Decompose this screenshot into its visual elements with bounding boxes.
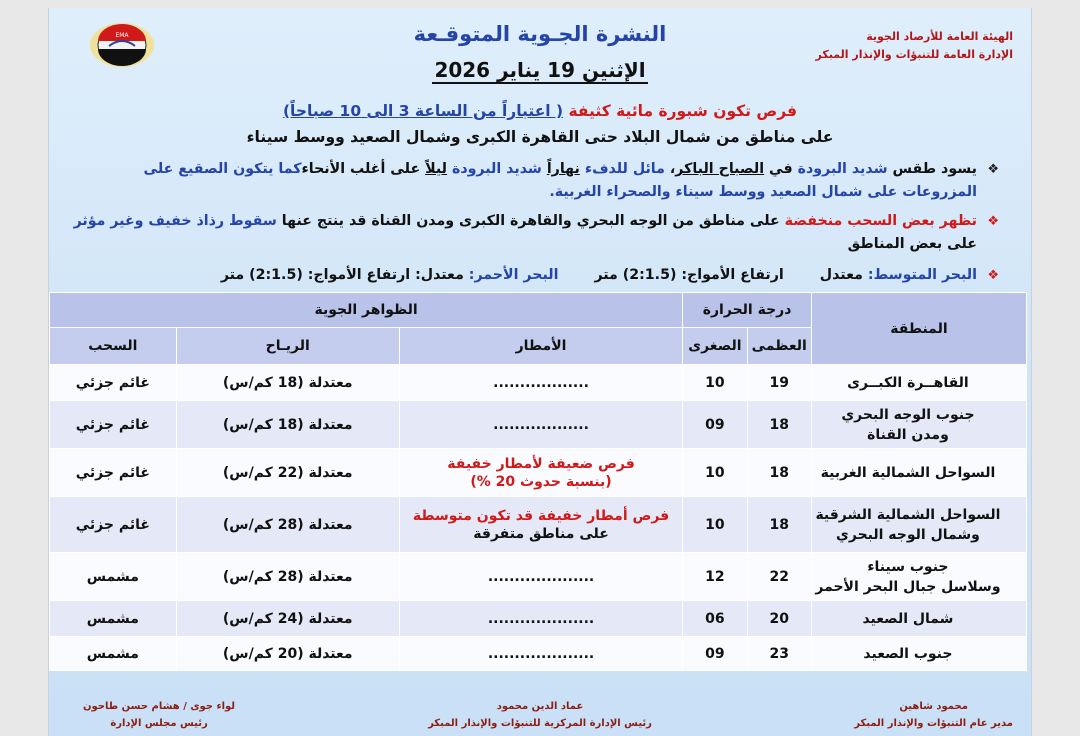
text-span: ، [664,161,676,177]
text-span: شديد البرودة [797,161,888,177]
min-temp-header: الصغرى [683,327,747,364]
wind-header: الريـاح [176,327,399,364]
temperature-header: درجة الحرارة [683,293,812,328]
text-span: الصباح الباكر [675,161,765,177]
cloud-cell: غائم جزئي [50,449,177,497]
max-temp-cell: 19 [747,365,811,401]
med-sea-label: البحر المتوسط: [867,267,977,283]
rain-text: فرص أمطار خفيفة قد تكون متوسطة [412,507,670,524]
bullet-diamond-icon: ❖ [987,268,999,283]
region-cell [811,401,1026,449]
forecast-bullets [65,158,999,288]
wind-cell: معتدلة (18 كم/س) [176,401,399,449]
signature-name: لواء جوى / هشام حسن طاحون [83,701,236,712]
bulletin-title: النشرة الجـوية المتوقـعة [413,22,667,46]
text-span: تظهر بعض السحب منخفضة [784,213,977,229]
min-temp-cell: 12 [683,553,747,601]
region-name: جنوب سيناء [867,558,949,575]
rain-cell [399,497,682,553]
rain-cell [399,365,682,401]
table-row [50,637,1027,671]
bullet-clouds [65,210,999,256]
text-span: شديد البرودة [451,161,542,177]
text-span: يسود طقس [887,161,977,177]
max-temp-cell: 20 [747,601,811,637]
rain-text: .................... [487,645,595,662]
rain-cell [399,637,682,671]
signature-title: مدير عام التنبؤات والإنذار المبكر [854,718,1013,729]
region-name: شمال الصعيد [862,610,954,627]
fog-warning-time: ( اعتباراً من الساعة 3 الى 10 صباحاً) [282,102,564,120]
signature-title: رئيس مجلس الإدارة [110,718,208,729]
table-row [50,449,1027,497]
region-cell [811,497,1026,553]
region-name: القاهــرة الكبــرى [847,374,969,391]
text-span: سقوط رذاذ خفيف وغير مؤثر [73,213,277,229]
date-text: الإثنين 19 يناير 2026 [434,58,646,82]
text-span: مائل للدفء [584,161,665,177]
text-span: كما يتكون الصقيع على المزروعات على شمال الصعيد ووسط سيناء والصحراء الغربية. [143,161,977,200]
table-row [50,365,1027,401]
signature-title: رئيس الإدارة المركزية للتنبؤات والإنذار المبكر [428,718,652,729]
rain-text-line2: على مناطق متفرقة [473,525,609,542]
region-name-line2: وشمال الوجه البحري [836,526,980,543]
cloud-cell: مشمس [50,637,177,671]
wind-cell: معتدلة (28 كم/س) [176,497,399,553]
wind-cell: معتدلة (20 كم/س) [176,637,399,671]
min-temp-cell: 10 [683,449,747,497]
max-temp-cell: 22 [747,553,811,601]
cloud-cell: غائم جزئي [50,365,177,401]
min-temp-cell: 09 [683,401,747,449]
signature-chairman [83,698,235,732]
text-span: ليلاً [425,161,447,177]
region-cell [811,449,1026,497]
wind-cell: معتدلة (22 كم/س) [176,449,399,497]
rain-cell [399,601,682,637]
rain-text-line2: (بنسبة حدوث 20 %) [470,473,612,490]
region-name: جنوب الصعيد [863,645,953,662]
phenomena-header: الظواهر الجوية [50,293,683,328]
min-temp-cell: 10 [683,365,747,401]
region-name: السواحل الشمالية الشرقية [815,506,1001,523]
signature-name: عماد الدين محمود [496,701,584,712]
rain-text: .................... [487,568,595,585]
cloud-header: السحب [50,327,177,364]
rain-cell [399,401,682,449]
region-cell [811,365,1026,401]
forecast-table [49,292,1027,671]
max-temp-cell: 18 [747,401,811,449]
bullet-diamond-icon: ❖ [987,162,999,177]
min-temp-cell: 09 [683,637,747,671]
table-row [50,401,1027,449]
region-name-line2: ومدن القناة [867,426,949,443]
signature-name: محمود شاهين [899,701,968,712]
text-span: نهاراً [546,161,580,177]
cloud-cell: غائم جزئي [50,401,177,449]
region-cell [811,553,1026,601]
logo-text: EMA [115,32,129,39]
bullet-seas [65,264,999,288]
max-temp-header: العظمى [747,327,811,364]
max-temp-cell: 18 [747,449,811,497]
rain-cell [399,553,682,601]
region-header: المنطقة [811,293,1026,365]
region-name-line2: وسلاسل جبال البحر الأحمر [815,578,1001,595]
cloud-cell: مشمس [50,601,177,637]
region-cell [811,601,1026,637]
text-span: على مناطق من الوجه البحري والقاهرة الكبرى ومدن القناة قد ينتج عنها [276,213,785,229]
fog-areas: على مناطق من شمال البلاد حتى القاهرة الكبرى وشمال الصعيد ووسط سيناء [246,128,834,146]
wind-cell: معتدلة (18 كم/س) [176,365,399,401]
rain-cell [399,449,682,497]
rain-text: فرص ضعيفة لأمطار خفيفة [447,455,635,472]
max-temp-cell: 18 [747,497,811,553]
min-temp-cell: 10 [683,497,747,553]
cloud-cell: مشمس [50,553,177,601]
table-row [50,497,1027,553]
med-sea-value: معتدل [819,267,868,283]
org-department: الإدارة العامة للتنبؤات والإنذار المبكر [815,48,1013,61]
text-span: في [764,161,798,177]
max-temp-cell: 23 [747,637,811,671]
bullet-temperature [65,158,999,204]
text-span: على بعض المناطق [847,236,977,252]
rain-text: .................. [493,416,589,433]
wind-cell: معتدلة (28 كم/س) [176,553,399,601]
table-row [50,601,1027,637]
min-temp-cell: 06 [683,601,747,637]
rain-text: .................. [493,374,589,391]
rain-text: .................... [487,610,595,627]
bullet-diamond-icon: ❖ [987,214,999,229]
cloud-cell: غائم جزئي [50,497,177,553]
bulletin-page [48,8,1032,736]
region-name: السواحل الشمالية الغربية [820,464,996,481]
red-sea-label: البحر الأحمر: [468,267,559,283]
region-name: جنوب الوجه البحري [841,406,975,423]
region-cell [811,637,1026,671]
med-sea-waves: ارتفاع الأمواج: (2:1.5) متر [594,267,784,283]
bulletin-date [49,58,1031,82]
wind-cell: معتدلة (24 كم/س) [176,601,399,637]
table-row [50,553,1027,601]
fog-warning [49,102,1031,120]
rain-header: الأمطار [399,327,682,364]
text-span: على أغلب الأنحاء [301,161,426,177]
red-sea-value: معتدل: ارتفاع الأمواج: (2:1.5) متر [220,267,469,283]
org-name: الهيئة العامة للأرصاد الجوية [866,30,1013,43]
fog-warning-text: فرص تكون شبورة مائية كثيفة [568,102,798,120]
